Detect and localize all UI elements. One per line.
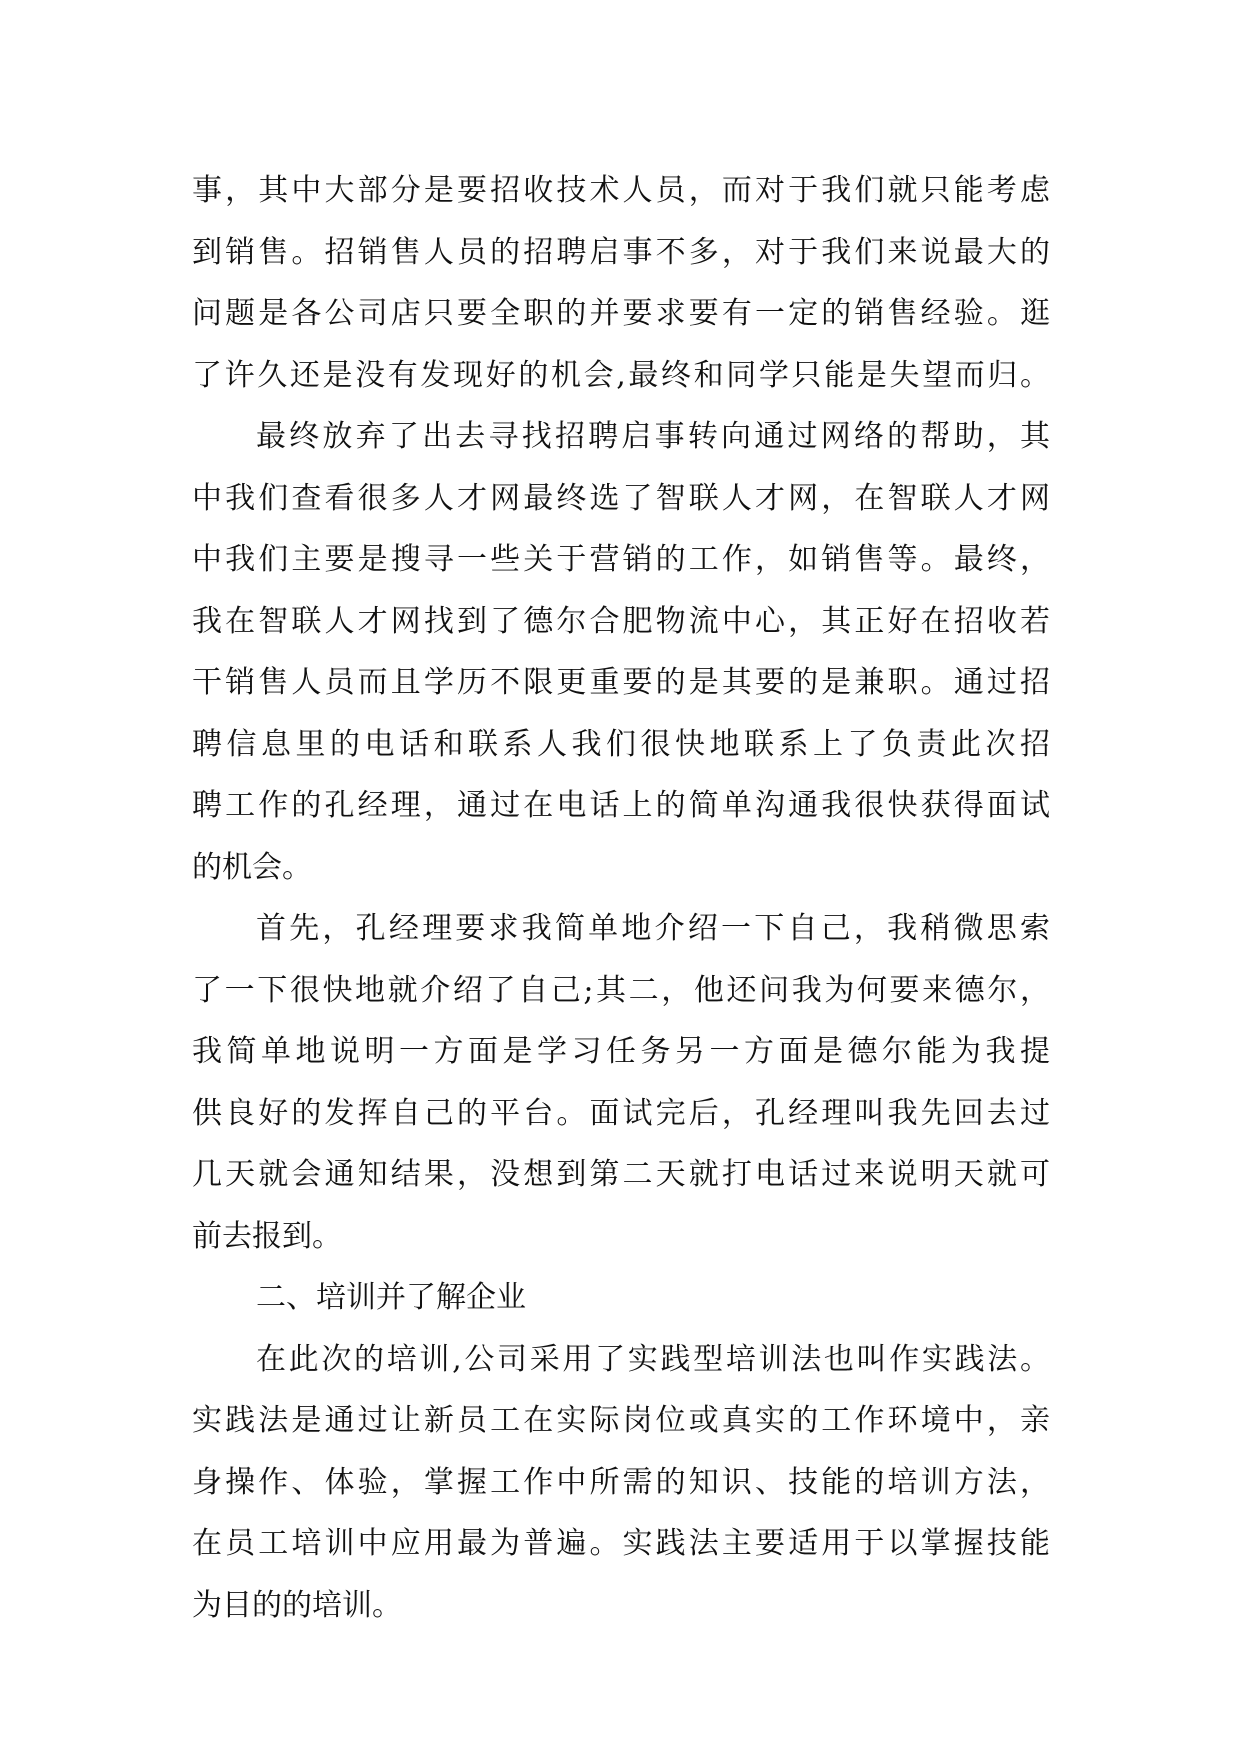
text-line: 聘工作的孔经理，通过在电话上的简单沟通我很快获得面试 bbox=[192, 788, 1050, 823]
text-line: 了一下很快地就介绍了自己;其二，他还问我为何要来德尔， bbox=[192, 972, 1050, 1008]
paragraph-last-line: 为目的的培训。 bbox=[192, 1587, 402, 1623]
text-line: 问题是各公司店只要全职的并要求要有一定的销售经验。逛 bbox=[192, 296, 1050, 331]
text-line: 聘信息里的电话和联系人我们很快地联系上了负责此次招 bbox=[192, 726, 1050, 762]
text-line: 干销售人员而且学历不限更重要的是其要的是兼职。通过招 bbox=[192, 665, 1050, 700]
text-line: 实践法是通过让新员工在实际岗位或真实的工作环境中，亲 bbox=[192, 1403, 1050, 1438]
text-line: 到销售。招销售人员的招聘启事不多，对于我们来说最大的 bbox=[192, 234, 1050, 270]
text-line: 中我们查看很多人才网最终选了智联人才网，在智联人才网 bbox=[192, 480, 1050, 516]
paragraph-first-line: 最终放弃了出去寻找招聘启事转向通过网络的帮助，其 bbox=[256, 419, 1050, 454]
paragraph-last-line: 的机会。 bbox=[192, 849, 312, 885]
text-line: 了许久还是没有发现好的机会,最终和同学只能是失望而归。 bbox=[192, 357, 1050, 393]
paragraph-first-line: 首先，孔经理要求我简单地介绍一下自己，我稍微思索 bbox=[256, 911, 1050, 946]
text-line: 事，其中大部分是要招收技术人员，而对于我们就只能考虑 bbox=[192, 173, 1050, 208]
paragraph-last-line: 前去报到。 bbox=[192, 1218, 342, 1254]
section-heading: 二、培训并了解企业 bbox=[256, 1280, 526, 1315]
text-line: 中我们主要是搜寻一些关于营销的工作，如销售等。最终， bbox=[192, 542, 1050, 577]
text-line: 我简单地说明一方面是学习任务另一方面是德尔能为我提 bbox=[192, 1034, 1050, 1069]
text-line: 供良好的发挥自己的平台。面试完后，孔经理叫我先回去过 bbox=[192, 1095, 1050, 1131]
paragraph-first-line: 在此次的培训,公司采用了实践型培训法也叫作实践法。 bbox=[256, 1341, 1050, 1377]
text-line: 在员工培训中应用最为普遍。实践法主要适用于以掌握技能 bbox=[192, 1526, 1050, 1561]
body-text bbox=[192, 160, 1050, 1636]
text-line: 我在智联人才网找到了德尔合肥物流中心，其正好在招收若 bbox=[192, 603, 1050, 639]
text-line: 身操作、体验，掌握工作中所需的知识、技能的培训方法， bbox=[192, 1464, 1050, 1500]
text-line: 几天就会通知结果，没想到第二天就打电话过来说明天就可 bbox=[192, 1157, 1050, 1192]
